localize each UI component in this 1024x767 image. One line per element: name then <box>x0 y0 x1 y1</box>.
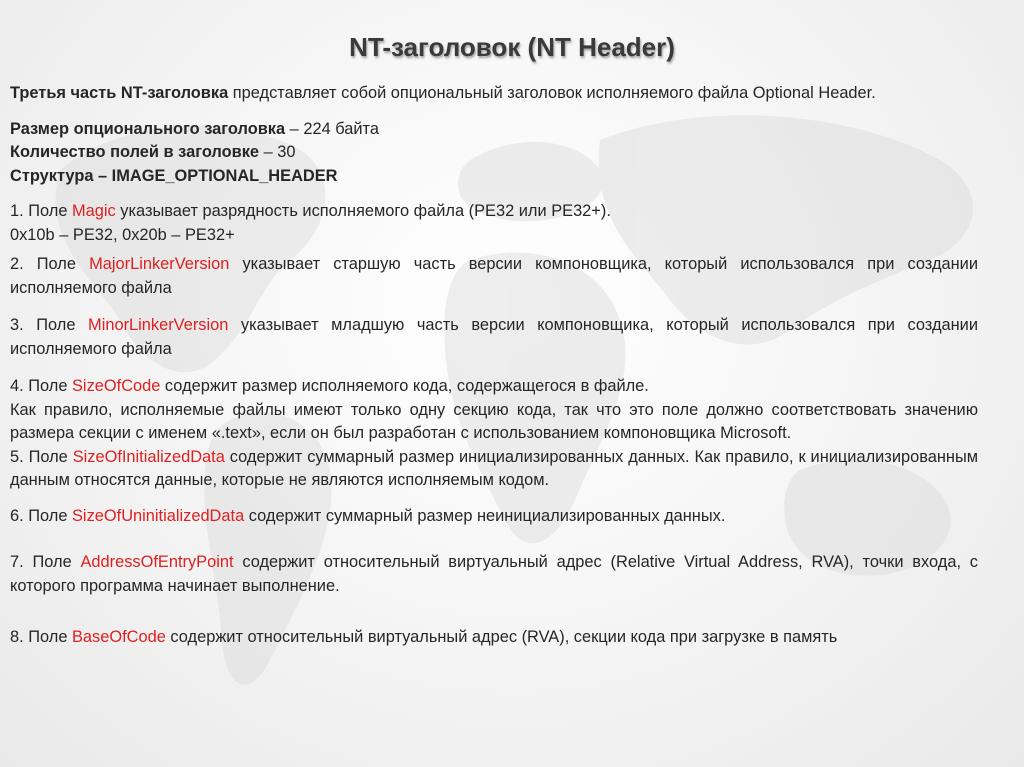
field-item-1 <box>10 200 978 224</box>
field-name-base-of-code: BaseOfCode <box>72 628 166 646</box>
field-name-major-linker-version: MajorLinkerVersion <box>89 255 230 273</box>
field-desc: указывает младшую часть версии компоновщика, который использовался при создании исполняемого файла <box>10 316 978 358</box>
field-prefix: 4. Поле <box>10 377 72 395</box>
count-label: Количество полей в заголовке <box>10 143 260 161</box>
field-item-2 <box>10 253 978 300</box>
field-4-extra: Как правило, исполняемые файлы имеют только одну секцию кода, так что это поле должно соответствовать значению размера секции с именем «.text», если он был разработан с использованием компоновщика Microsoft. <box>10 400 978 442</box>
field-prefix: 5. Поле <box>10 447 73 466</box>
size-line <box>10 118 978 142</box>
field-name-size-of-initialized-data: SizeOfInitializedData <box>72 447 225 466</box>
field-item-3 <box>10 314 978 361</box>
field-name-size-of-code: SizeOfCode <box>72 377 161 395</box>
field-prefix: 3. Поле <box>10 316 89 334</box>
intro-bold: Третья часть NT-заголовка <box>10 84 229 102</box>
field-desc: содержит размер исполняемого кода, содержащегося в файле. <box>160 377 649 395</box>
field-desc: содержит относительный виртуальный адрес (RVA), секции кода при загрузке в память <box>165 628 838 646</box>
field-prefix: 8. Поле <box>10 628 72 646</box>
field-desc: указывает старшую часть версии компоновщика, который использовался при создании исполняемого файла <box>10 255 978 297</box>
slide-body <box>10 82 978 650</box>
field-prefix: 6. Поле <box>10 506 72 525</box>
field-item-5 <box>10 446 978 493</box>
slide-title: NT-заголовок (NT Header) <box>349 32 675 62</box>
field-item-6 <box>10 505 978 529</box>
field-prefix: 2. Поле <box>10 255 90 273</box>
count-line <box>10 141 978 165</box>
intro-text: представляет собой опциональный заголовок исполняемого файла Optional Header. <box>228 84 876 102</box>
structure-line: Структура – IMAGE_OPTIONAL_HEADER <box>10 166 338 185</box>
intro-paragraph <box>10 82 978 106</box>
field-desc: содержит относительный виртуальный адрес (Relative Virtual Address, RVA), точки входа, с которого программа начинает выполнение. <box>10 553 978 595</box>
size-value: – 224 байта <box>285 119 379 138</box>
field-prefix: 7. Поле <box>10 553 81 571</box>
count-value: – 30 <box>259 143 296 161</box>
field-desc: содержит суммарный размер неинициализированных данных. <box>244 506 726 525</box>
field-prefix: 1. Поле <box>10 202 72 220</box>
field-name-address-of-entry-point: AddressOfEntryPoint <box>80 553 234 571</box>
field-name-size-of-uninitialized-data: SizeOfUninitializedData <box>72 506 245 525</box>
field-1-extra: 0x10b – PE32, 0x20b – PE32+ <box>10 225 235 244</box>
field-item-4 <box>10 375 978 399</box>
field-desc: содержит суммарный размер инициализированных данных. Как правило, к инициализированным данным относятся данные, которые не являются исполняемым кодом. <box>10 447 978 489</box>
field-name-magic: Magic <box>72 202 116 220</box>
field-item-7 <box>10 551 978 598</box>
field-desc: указывает разрядность исполняемого файла (PE32 или PE32+). <box>115 202 611 220</box>
field-item-8 <box>10 626 978 650</box>
size-label: Размер опционального заголовка <box>10 119 286 138</box>
field-name-minor-linker-version: MinorLinkerVersion <box>88 316 229 334</box>
